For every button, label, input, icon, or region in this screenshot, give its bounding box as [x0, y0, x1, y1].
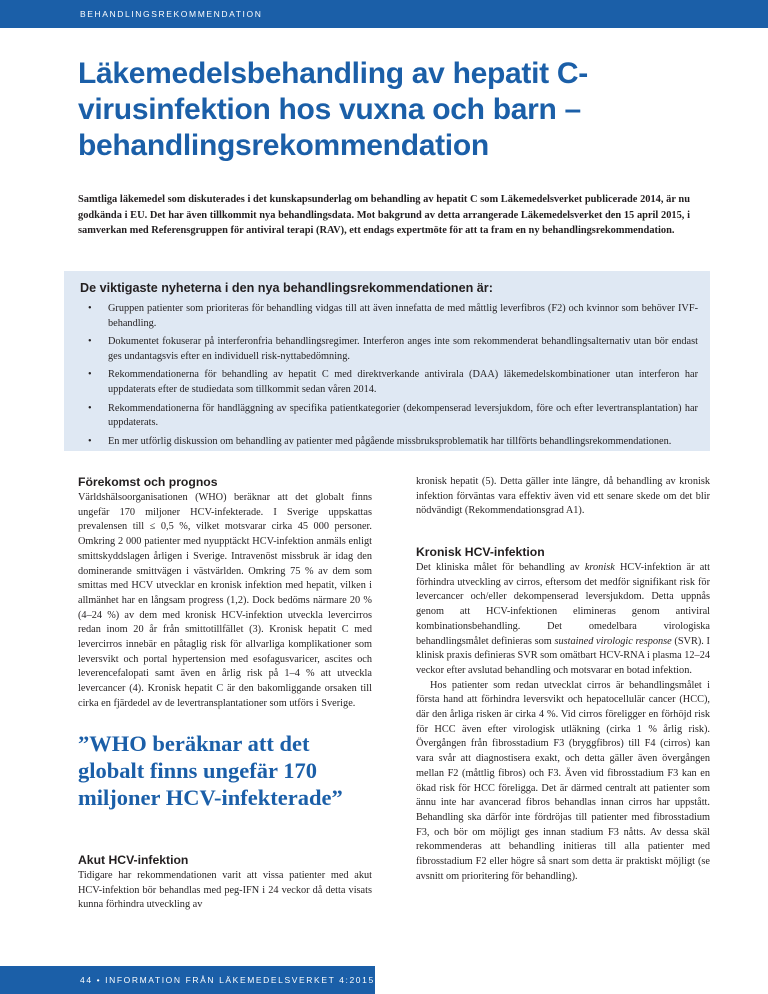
pull-quote: ”WHO beräknar att det globalt finns ungefär 170 miljoner HCV-infekterade”: [78, 731, 343, 810]
bullet-icon: •: [88, 369, 92, 381]
heading-acute: Akut HCV-infektion: [78, 853, 189, 867]
footer-bar: [0, 966, 375, 994]
highlights-title: De viktigaste nyheterna i den nya behandlingsrekommendationen är:: [80, 281, 493, 295]
paragraph-prevalence: Världshälsoorganisationen (WHO) beräknar att det globalt finns ungefär 170 miljoner HCV-infekterade. I Sverige uppskattas prevalensen till ≤ 0,5 %, vilket motsvarar cirka 45 000 personer. Omkring 2 000 patienter med nyupptäckt HCV-infektion anmäls enligt smittskyddslagen årligen i Sverige. Intravenöst missbruk är idag den dominerande smittvägen i västvärlden. Omkring 75 % av dem som smittas med HCV utvecklar en kronisk infektion med hepatit, vilken i allmänhet har en långsam progress (1,2). Dock bedöms närmare 20 % (4–24 %) av dem med kronisk HCV-infektion utveckla levercirros redan inom 20 år från smittotillfället (3). Kronisk hepatit C med levercirros innebär en påtaglig risk för allvarliga komplikationer som leversvikt och portal hypertension med esofagusvaricer, ascites och leverencefalopati samt även en årlig risk på 1–4 % att utveckla levercancer (4). Kronisk hepatit C är den bakomliggande orsaken till cirka en fjärdedel av de levertransplantationer som utförs i Sverige.: [78, 492, 372, 709]
list-item: • En mer utförlig diskussion om behandling av patienter med pågående missbruksproblematik har tillförts behandlingsrekommendationen.: [80, 435, 698, 450]
heading-prevalence: Förekomst och prognos: [78, 475, 218, 489]
heading-chronic: Kronisk HCV-infektion: [416, 545, 545, 559]
section-header-bar: [0, 0, 768, 28]
paragraph-continued: kronisk hepatit (5). Detta gäller inte längre, då behandling av kronisk infektion förväntas vara effektiv även vid ett senare skede om det blir nödvändigt (Rekommendationsgrad A1).: [416, 476, 710, 517]
bullet-icon: •: [88, 435, 92, 447]
bullet-icon: •: [88, 402, 92, 414]
column-left-top: [78, 491, 372, 712]
column-right-main: [416, 561, 710, 884]
column-right-top: [416, 475, 710, 519]
bullet-icon: •: [88, 336, 92, 348]
footer-text: 44 • INFORMATION FRÅN LÄKEMEDELSVERKET 4:2015: [80, 975, 375, 985]
column-left-bottom: [78, 869, 372, 913]
list-item: • Gruppen patienter som prioriteras för behandling vidgas till att även innefatta de med måttlig leverfibros (F2) och kvinnor som behöver IVF-behandling.: [88, 303, 698, 329]
paragraph-cirrosis: Hos patienter som redan utvecklat cirros är behandlingsmålet i första hand att förhindra leversvikt och hepatocellulär cancer (HCC), där den årliga risken är cirka 4 %. Vid cirros föreligger en förhöjd risk för HCC även efter virologisk utläkning (cirka 1 % årlig risk). Övergången från fibrosstadium F3 (bryggfibros) till F4 (cirros) kan vara svår att diagnostisera exakt, och detta gäller även övergången mellan F2 (måttlig fibros) och F3. Även vid fibrosstadium F3 kan en ökad risk för HCC föreligga. Det är därmed centralt att patienter som ännu inte har avancerad fibros behandlas innan cirros har uppstått. Behandling ska därför inte fördröjas till patienter med fibrosstadium F3, och bör om möjligt ges innan stadium F3 nåtts. Av dessa skäl rekommenderas att behandling initieras till alla patienter med fibrosstadium F2 eller högre så snart som detta är praktiskt möjligt (se avsnitt om prioritering för behandling).: [416, 679, 710, 882]
article-title: Läkemedelsbehandling av hepatit C-virusinfektion hos vuxna och barn – behandlingsrekommendation: [78, 57, 588, 162]
list-item: • Dokumentet fokuserar på interferonfria behandlingsregimer. Interferon anges inte som rekommenderat behandlingsalternativ utan bör endast ges undantagsvis efter en individuell risk-nyttabedömning.: [88, 336, 698, 362]
highlights-list: [80, 302, 698, 453]
paragraph-chronic-goal: Det kliniska målet för behandling av kronisk HCV-infektion är att förhindra utveckling av cirros, eftersom det medför signifikant risk för levercancer och/eller dekompenserad leversjukdom. Detta uppnås genom att HCV-infektionen elimineras genom antiviral kombinationsbehandling. Det omedelbara virologiska behandlingsmålet definieras som sustained virologic response (SVR). I klinisk praxis definieras SVR som omätbart HCV-RNA i plasma 12–24 veckor efter avslutad behandling och motsvarar en botad infektion.: [416, 562, 710, 676]
paragraph-acute: Tidigare har rekommendationen varit att vissa patienter med akut HCV-infektion bör behandlas med peg-IFN i 24 veckor då detta visats kunna förhindra utveckling av: [78, 870, 372, 911]
bullet-icon: •: [88, 303, 92, 314]
list-item: • Rekommendationerna för behandling av hepatit C med direktverkande antivirala (DAA) läkemedelskombinationer utan interferon har uppdaterats efter de studiedata som tillkommit sedan våren 2014.: [88, 369, 698, 395]
lead-paragraph: Samtliga läkemedel som diskuterades i det kunskapsunderlag om behandling av hepatit C som Läkemedelsverket publicerade 2014, är nu godkända i EU. Det har även tillkommit nya behandlingsdata. Mot bakgrund av detta arrangerade Läkemedelsverket den 15 april 2015, i samverkan med Referensgruppen för antiviral terapi (RAV), ett endags expertmöte för att ta fram en ny behandlingsrekommendation.: [78, 194, 690, 237]
section-label: BEHANDLINGSREKOMMENDATION: [80, 9, 263, 19]
list-item: • Rekommendationerna för handläggning av specifika patientkategorier (dekompenserad leversjukdom, före och efter levertransplantation) har uppdaterats.: [88, 402, 698, 429]
